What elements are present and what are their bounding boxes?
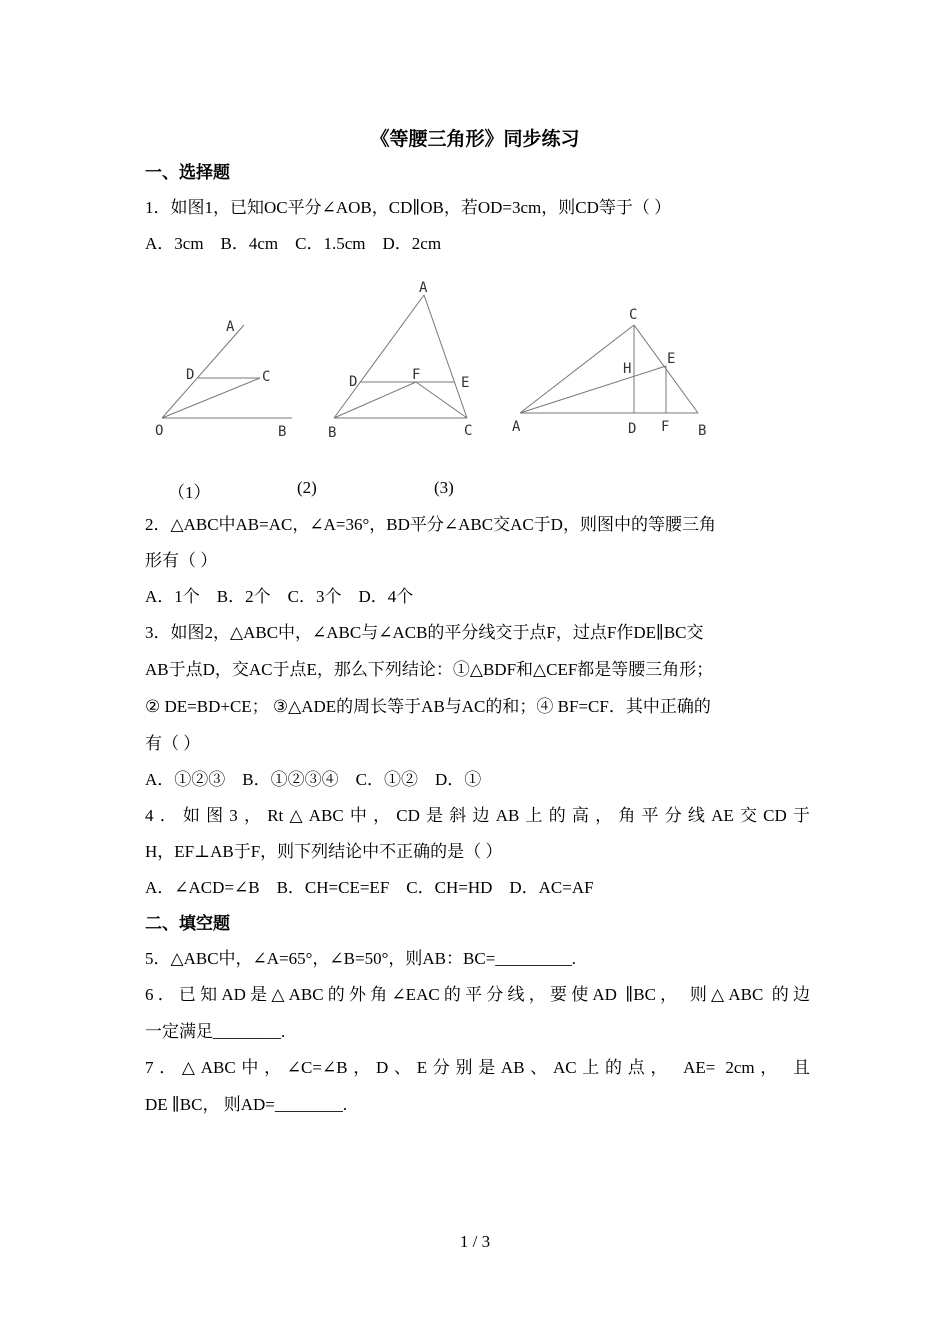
fig2-label-F: F	[412, 367, 421, 383]
question-4-line-1: 4．如图3，Rt△ABC中，CD是斜边AB上的高，角平分线AE交CD于	[145, 806, 810, 825]
fig2-label-A: A	[419, 280, 428, 296]
question-1-options: A．3cm B．4cm C．1.5cm D．2cm	[145, 234, 442, 253]
fig3-label-B: B	[698, 423, 707, 439]
fig3-label-H: H	[623, 361, 632, 377]
section-heading-fill: 二、填空题	[145, 914, 230, 933]
question-3-options: A．①②③ B．①②③④ C．①② D．①	[145, 770, 482, 789]
question-7-line-2: DE ∥BC， 则AD=________.	[145, 1095, 348, 1114]
question-2-line-1: 2．△ABC中AB=AC，∠A=36°，BD平分∠ABC交AC于D，则图中的等腰三角	[145, 515, 716, 534]
question-2-options: A．1个 B．2个 C．3个 D．4个	[145, 587, 414, 606]
fig2-label-B: B	[328, 425, 337, 440]
fig1-label-C: C	[262, 369, 271, 385]
question-4-options: A．∠ACD=∠B B．CH=CE=EF C．CH=HD D．AC=AF	[145, 878, 594, 897]
figure-1	[162, 325, 292, 418]
page-title: 《等腰三角形》同步练习	[370, 129, 580, 150]
fig2-label-D: D	[349, 374, 358, 390]
figure-caption-1: （1）	[168, 483, 211, 502]
fig1-label-A: A	[226, 319, 235, 335]
fig1-label-D: D	[186, 367, 195, 383]
fig1-label-O: O	[155, 423, 164, 439]
question-7-line-1: 7．△ABC中，∠C=∠B，D、E分别是AB、AC上的点， AE= 2cm， 且	[145, 1058, 810, 1077]
question-1-text: 1．如图1，已知OC平分∠AOB，CD∥OB，若OD=3cm，则CD等于（ ）	[145, 198, 672, 217]
figure-caption-3: (3)	[434, 478, 454, 497]
question-5-text: 5．△ABC中，∠A=65°，∠B=50°，则AB：BC=_________.	[145, 949, 577, 968]
question-3-line-4: 有（ ）	[145, 734, 201, 753]
fig2-label-E: E	[461, 375, 470, 391]
figure-2	[334, 295, 470, 418]
fig3-label-A: A	[512, 419, 521, 435]
figure-caption-2: (2)	[297, 478, 317, 497]
question-4-line-2: H，EF⊥AB于F，则下列结论中不正确的是（ ）	[145, 842, 503, 861]
fig3-label-D: D	[628, 421, 637, 437]
fig3-label-C: C	[629, 307, 638, 323]
question-2-line-2: 形有（ ）	[145, 551, 218, 570]
fig3-label-F: F	[661, 419, 670, 435]
question-6-line-2: 一定满足________.	[145, 1022, 286, 1041]
fig2-label-C: C	[464, 423, 473, 439]
question-3-line-2: AB于点D，交AC于点E，那么下列结论：①△BDF和△CEF都是等腰三角形；	[145, 660, 714, 679]
fig1-label-B: B	[278, 424, 287, 440]
section-heading-choice: 一、选择题	[145, 163, 230, 182]
question-3-line-1: 3．如图2，△ABC中，∠ABC与∠ACB的平分线交于点F，过点F作DE∥BC交	[145, 623, 704, 642]
fig3-label-E: E	[667, 351, 676, 367]
question-3-line-3: ② DE=BD+CE； ③△ADE的周长等于AB与AC的和；④ BF=CF．其中正确的	[145, 697, 711, 716]
geometry-figures	[150, 275, 720, 440]
question-6-line-1: 6．已知AD是△ABC的外角∠EAC的平分线，要使AD ∥BC， 则△ABC 的边	[145, 985, 810, 1004]
page-number: 1 / 3	[459, 1232, 491, 1251]
figure-3	[520, 325, 698, 413]
